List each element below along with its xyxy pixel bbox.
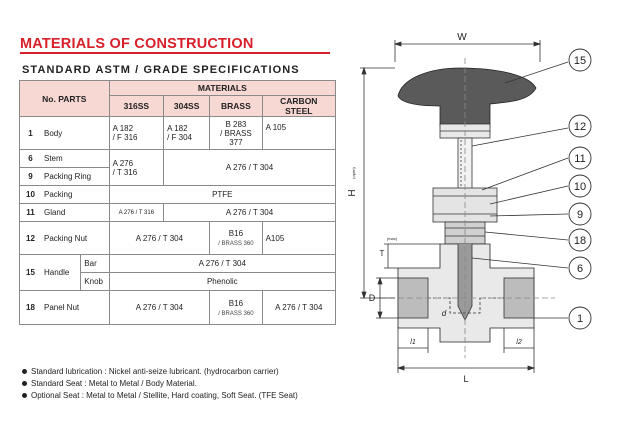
handle-knob-shape — [398, 68, 536, 126]
row-no: 11 — [20, 204, 41, 222]
dim-label-d-inner: d — [441, 309, 447, 318]
callout-number: 10 — [573, 181, 587, 193]
cell-brass — [210, 117, 262, 150]
callout-number: 15 — [573, 55, 587, 67]
cell-carbon: A 276 / T 304 — [262, 291, 335, 325]
cell-line: B 283 — [225, 119, 247, 129]
callout-number: 11 — [574, 153, 586, 165]
dim-label-h-sub: (open) — [351, 167, 356, 179]
table-row — [20, 222, 336, 255]
table-header-row — [20, 81, 336, 96]
notes-list — [22, 366, 298, 402]
header-materials: MATERIALS — [109, 81, 335, 96]
row-part: Panel Nut — [41, 291, 109, 325]
dim-label-t-sub: (max) — [386, 236, 398, 241]
dim-label-w: W — [457, 32, 467, 43]
header-no-parts: No. PARTS — [20, 81, 110, 117]
row-part: Packing Nut — [41, 222, 109, 255]
cell-carbon: A105 — [262, 222, 335, 255]
cell-line: / T 316 — [112, 167, 138, 177]
cell-steel: A 276 / T 304 — [109, 291, 210, 325]
section-subtitle: STANDARD ASTM / GRADE SPECIFICATIONS — [22, 64, 300, 76]
row-subpart: Knob — [81, 273, 109, 291]
row-no: 10 — [20, 186, 41, 204]
table-row — [20, 117, 336, 150]
dim-label-l: L — [463, 374, 469, 384]
note-text: Optional Seat : Metal to Metal / Stellite, Hard coating, Soft Seat. (TFE Seat) — [31, 391, 298, 400]
cell-316ss — [109, 150, 164, 186]
dim-label-l1: l1 — [410, 339, 416, 346]
callout-11 — [569, 147, 591, 169]
cell-316ss — [109, 117, 164, 150]
dim-label-t: T — [379, 249, 385, 258]
callout-12 — [569, 115, 591, 137]
bullet-icon — [22, 393, 27, 398]
bullet-icon — [22, 369, 27, 374]
callout-number: 18 — [573, 235, 587, 247]
row-no: 15 — [20, 255, 41, 291]
cell-brass — [210, 291, 262, 325]
cell-316ss: A 276 / T 316 — [109, 204, 164, 222]
dim-label-l2: l2 — [516, 339, 522, 346]
cell-line: A 182 — [112, 124, 134, 133]
note-text: Standard lubrication : Nickel anti-seize lubricant. (hydrocarbon carrier) — [31, 367, 279, 376]
header-304ss: 304SS — [164, 96, 210, 117]
cell-line: / F 304 — [167, 133, 192, 142]
note-item — [22, 390, 298, 402]
note-item — [22, 366, 298, 378]
header-316ss: 316SS — [109, 96, 164, 117]
note-text: Standard Seat : Metal to Metal / Body Material. — [31, 379, 197, 388]
callout-number: 6 — [576, 263, 584, 275]
title-underline — [20, 52, 330, 54]
cell-all-materials: A 276 / T 304 — [109, 255, 335, 273]
table-row — [20, 291, 336, 325]
bullet-icon — [22, 381, 27, 386]
row-no: 18 — [20, 291, 41, 325]
row-part: Body — [41, 117, 109, 150]
cell-line: / BRASS 377 — [220, 128, 252, 147]
cell-all-materials: PTFE — [109, 186, 335, 204]
row-part: Packing Ring — [41, 168, 109, 186]
callout-number: 9 — [576, 209, 584, 221]
callout-18 — [569, 229, 591, 251]
cell-line: A 182 — [167, 124, 188, 133]
header-brass: BRASS — [210, 96, 262, 117]
cell-304ss — [164, 117, 210, 150]
row-part: Stem — [41, 150, 109, 168]
needle-stem — [458, 244, 472, 320]
note-item — [22, 378, 298, 390]
table-row — [20, 186, 336, 204]
callout-9 — [569, 203, 591, 225]
materials-table — [19, 80, 336, 325]
row-part: Gland — [41, 204, 109, 222]
cell-carbon: A 105 — [262, 117, 335, 150]
cell-line: / F 316 — [112, 133, 138, 142]
cell-other-materials: A 276 / T 304 — [164, 150, 336, 186]
valve-cross-section-diagram — [340, 28, 635, 388]
header-carbon-steel: CARBON STEEL — [262, 96, 335, 117]
cell-brass — [210, 222, 262, 255]
callout-10 — [569, 175, 591, 197]
callout-15 — [569, 49, 591, 71]
dimension-w — [395, 40, 540, 62]
callout-number: 1 — [576, 313, 584, 325]
row-no: 6 — [20, 150, 41, 168]
callout-number: 12 — [573, 121, 587, 133]
cell-line: / BRASS 360 — [218, 310, 254, 317]
cell-all-materials: Phenolic — [109, 273, 335, 291]
dim-label-h: H — [347, 189, 358, 197]
stem — [458, 138, 472, 190]
row-no: 1 — [20, 117, 41, 150]
row-part: Packing — [41, 186, 109, 204]
callout-6 — [569, 257, 591, 279]
cell-line: B16 — [228, 298, 244, 308]
cell-line: B16 — [228, 229, 244, 238]
row-part: Handle — [41, 255, 81, 291]
cell-line: A 276 — [112, 158, 134, 168]
table-row — [20, 255, 336, 273]
row-no: 9 — [20, 168, 41, 186]
table-row — [20, 150, 336, 168]
row-no: 12 — [20, 222, 41, 255]
callout-1 — [569, 307, 591, 329]
table-row — [20, 204, 336, 222]
cell-steel: A 276 / T 304 — [109, 222, 210, 255]
page-title: MATERIALS OF CONSTRUCTION — [20, 36, 254, 52]
cell-line: / BRASS 360 — [218, 241, 254, 247]
cell-other-materials: A 276 / T 304 — [164, 204, 336, 222]
dim-label-d-outer: D — [368, 293, 376, 303]
row-subpart: Bar — [81, 255, 109, 273]
